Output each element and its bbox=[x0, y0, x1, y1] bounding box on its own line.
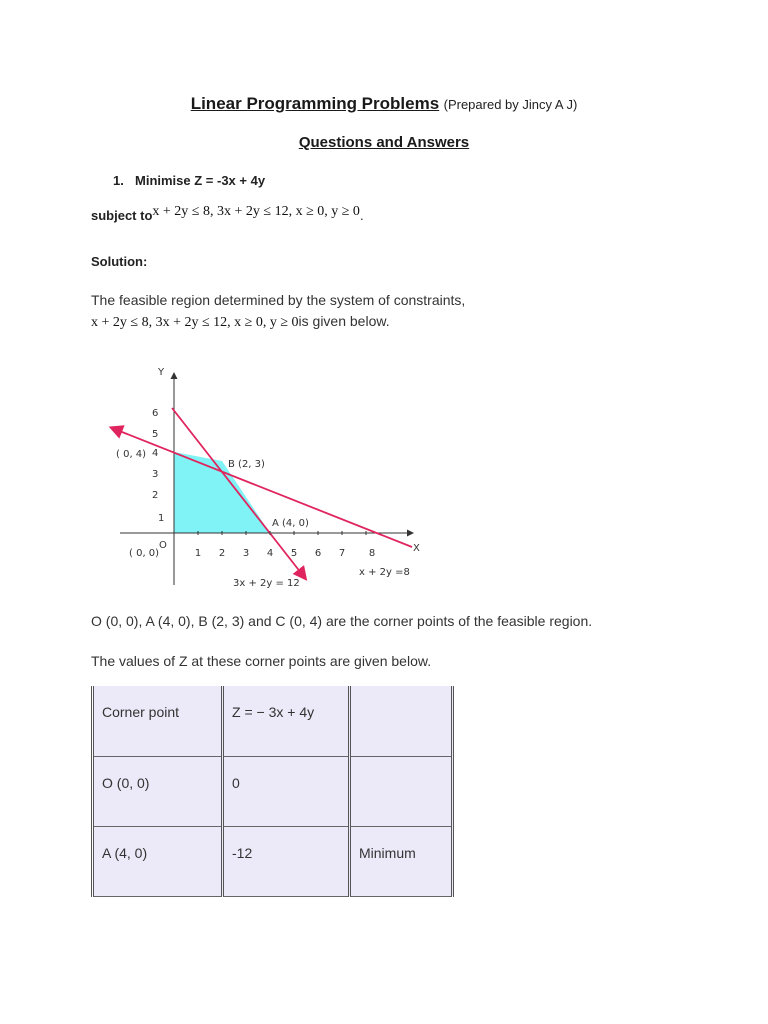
feasible-region-tail: is given below. bbox=[298, 313, 390, 329]
y-tick-label: 1 bbox=[158, 513, 165, 524]
x-axis-label: X bbox=[413, 543, 420, 554]
constraints-formula: x + 2y ≤ 8, 3x + 2y ≤ 12, x ≥ 0, y ≥ 0 bbox=[152, 204, 360, 219]
z-values-intro: The values of Z at these corner points are given below. bbox=[91, 653, 432, 669]
y-tick-label: 3 bbox=[152, 469, 159, 480]
table-row bbox=[93, 686, 453, 756]
point-b-label: B (2, 3) bbox=[228, 459, 265, 470]
table-cell bbox=[350, 686, 453, 756]
table-cell: A (4, 0) bbox=[93, 826, 223, 896]
origin-point-label: ( 0, 0) bbox=[129, 548, 160, 559]
subject-to-line bbox=[91, 204, 364, 225]
x-tick-label: 2 bbox=[218, 548, 226, 559]
point-c-label: ( 0, 4) bbox=[116, 449, 147, 460]
table-cell bbox=[350, 756, 453, 826]
question-number: 1. bbox=[113, 173, 124, 188]
document-title-line bbox=[0, 94, 768, 114]
origin-label: O bbox=[159, 540, 167, 551]
line-3x-label: 3x + 2y = 12 bbox=[233, 578, 300, 589]
feasible-constraints-formula: x + 2y ≤ 8, 3x + 2y ≤ 12, x ≥ 0, y ≥ 0 bbox=[91, 315, 299, 330]
y-tick-label: 5 bbox=[152, 429, 159, 440]
table-row bbox=[93, 826, 453, 896]
constraints-period: . bbox=[359, 208, 364, 223]
solution-label: Solution: bbox=[91, 254, 148, 269]
corner-point-table bbox=[91, 686, 454, 897]
section-subtitle: Questions and Answers bbox=[298, 134, 470, 151]
line-x-label: x + 2y =8 bbox=[359, 567, 410, 578]
feasible-region-line bbox=[91, 313, 390, 331]
table-cell: Corner point bbox=[93, 686, 223, 756]
table-cell: Z = − 3x + 4y bbox=[223, 686, 350, 756]
question-text: Minimise Z = -3x + 4y bbox=[135, 173, 266, 188]
question-heading bbox=[113, 173, 265, 188]
x-tick-label: 5 bbox=[290, 548, 298, 559]
x-tick-label: 1 bbox=[194, 548, 202, 559]
x-tick-label: 7 bbox=[338, 548, 346, 559]
x-tick-label: 3 bbox=[242, 548, 250, 559]
x-tick-label: 8 bbox=[368, 548, 376, 559]
corner-points-text: O (0, 0), A (4, 0), B (2, 3) and C (0, 4) are the corner points of the feasible region. bbox=[91, 613, 593, 629]
y-tick-label: 2 bbox=[152, 490, 159, 501]
table-cell: O (0, 0) bbox=[93, 756, 223, 826]
feasible-region-intro: The feasible region determined by the system of constraints, bbox=[91, 292, 466, 308]
table-cell: 0 bbox=[223, 756, 350, 826]
x-tick-label: 6 bbox=[314, 548, 322, 559]
table-cell: -12 bbox=[223, 826, 350, 896]
y-axis-label: Y bbox=[158, 367, 165, 378]
y-tick-label: 6 bbox=[152, 408, 159, 419]
subject-to-label: subject to bbox=[91, 208, 153, 223]
y-tick-label: 4 bbox=[152, 448, 159, 459]
point-a-label: A (4, 0) bbox=[272, 518, 309, 529]
document-author-note: (Prepared by Jincy A J) bbox=[443, 97, 578, 112]
x-tick-label: 4 bbox=[266, 548, 274, 559]
table-row bbox=[93, 756, 453, 826]
table-cell: Minimum bbox=[350, 826, 453, 896]
document-title: Linear Programming Problems bbox=[190, 94, 440, 113]
feasible-region-graph bbox=[100, 360, 440, 595]
